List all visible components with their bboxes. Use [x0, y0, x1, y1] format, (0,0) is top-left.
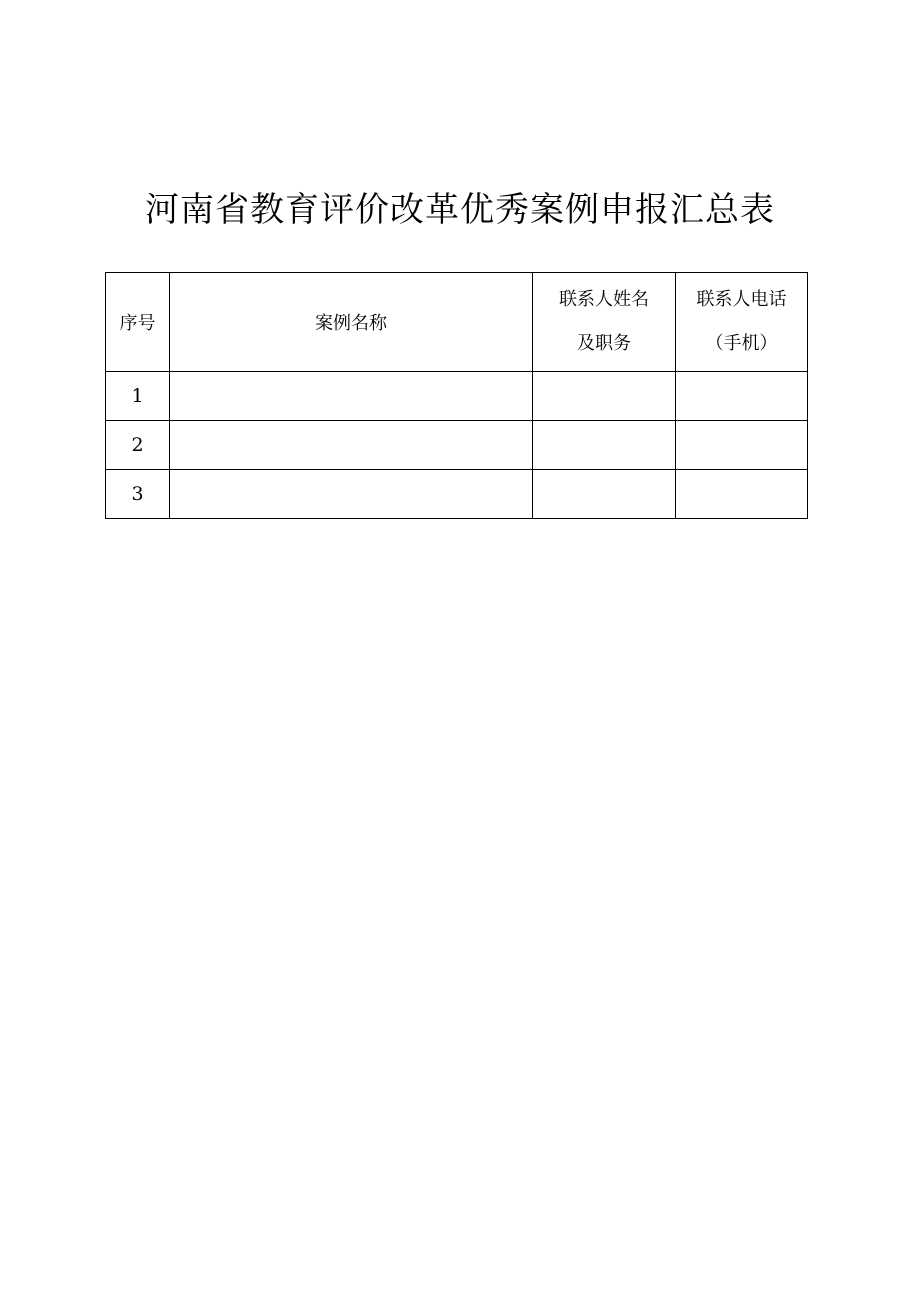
page-title: 河南省教育评价改革优秀案例申报汇总表 [145, 190, 775, 230]
phone-cell[interactable] [676, 470, 808, 519]
phone-cell[interactable] [676, 421, 808, 470]
contact-cell[interactable] [533, 421, 676, 470]
case-name-cell[interactable] [170, 421, 533, 470]
phone-cell[interactable] [676, 372, 808, 421]
header-row [106, 273, 808, 372]
header-contact-name-line1: 联系人姓名 [559, 289, 649, 310]
row-index: 2 [106, 421, 170, 470]
row-index: 1 [106, 372, 170, 421]
header-contact-phone [676, 273, 808, 372]
header-index: 序号 [106, 273, 170, 372]
table-row [106, 421, 808, 470]
header-contact-name-line2: 及职务 [577, 333, 631, 354]
header-case-name: 案例名称 [170, 273, 533, 372]
case-name-cell[interactable] [170, 372, 533, 421]
summary-table [105, 272, 808, 519]
header-contact-phone-line2: （手机） [705, 333, 778, 354]
contact-cell[interactable] [533, 372, 676, 421]
row-index: 3 [106, 470, 170, 519]
contact-cell[interactable] [533, 470, 676, 519]
header-contact-name [533, 273, 676, 372]
table-row [106, 372, 808, 421]
header-contact-phone-line1: 联系人电话 [696, 289, 787, 310]
case-name-cell[interactable] [170, 470, 533, 519]
table-row [106, 470, 808, 519]
